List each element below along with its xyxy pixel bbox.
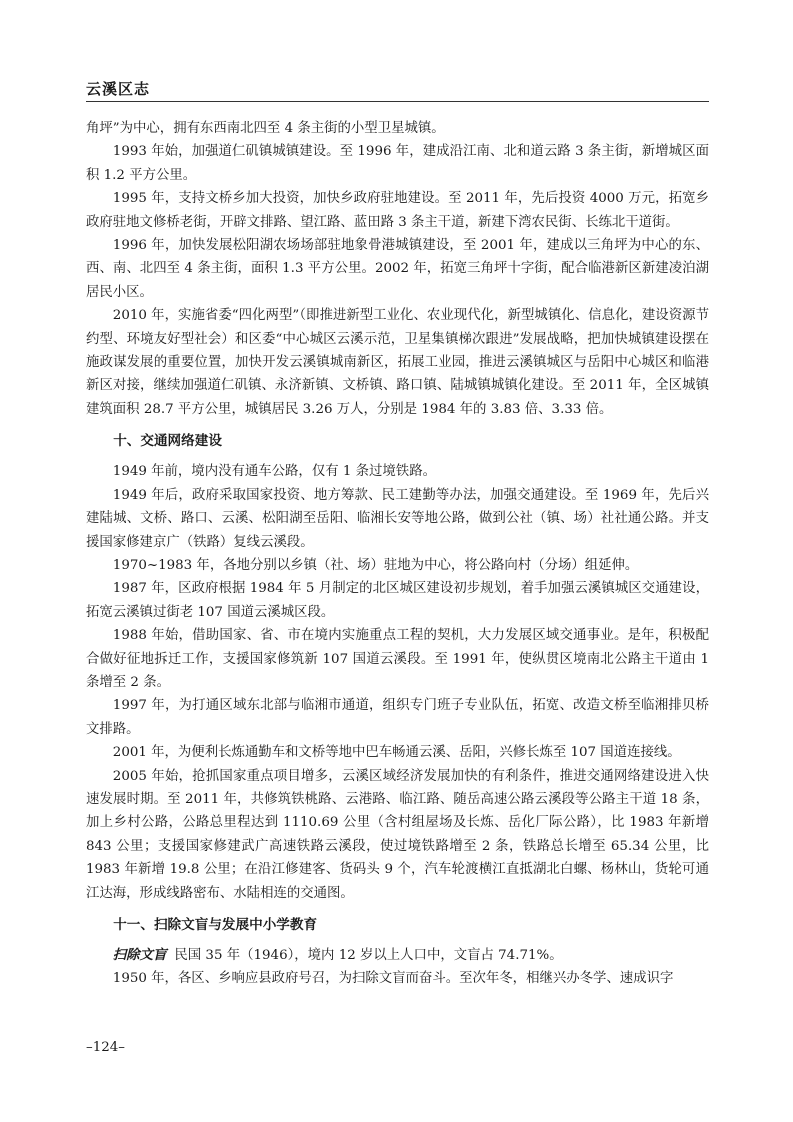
- page-number: –124–: [86, 1040, 125, 1055]
- body-paragraph: 1988 年始，借助国家、省、市在境内实施重点工程的契机，大力发展区域交通事业。是年，积极配合做好征地拆迁工作，支援国家修筑新 107 国道云溪段。至 1991 年，使纵贯区境南北公路主干道由 1 条增至 2 条。: [86, 628, 709, 690]
- running-header-title: 云溪区志: [86, 80, 151, 98]
- run-in-text: 民国 35 年（1946），境内 12 岁以上人口中，文盲占 74.71%。: [174, 948, 563, 963]
- body-paragraph: 1996 年，加快发展松阳湖农场场部驻地象骨港城镇建设，至 2001 年，建成以三角坪为中心的东、西、南、北四至 4 条主街，面积 1.3 平方公里。2002 年，拓宽三角坪十字街，配合临港新区新建凌泊湖居民小区。: [86, 238, 709, 300]
- body-paragraph: 1949 年后，政府采取国家投资、地方筹款、民工建勤等办法，加强交通建设。至 1969 年，先后兴建陆城、文桥、路口、云溪、松阳湖至岳阳、临湘长安等地公路，做到公社（镇、场）社社通公路。并支援国家修建京广（铁路）复线云溪段。: [86, 487, 709, 550]
- body-paragraph: 1970~1983 年，各地分别以乡镇（社、场）驻地为中心，将公路向村（分场）组延伸。: [112, 557, 639, 573]
- body-paragraph: 1949 年前，境内没有通车公路，仅有 1 条过境铁路。: [112, 464, 436, 480]
- body-paragraph: 1993 年始，加强道仁矶镇城镇建设。至 1996 年，建成沿江南、北和道云路 3 条主街，新增城区面积 1.2 平方公里。: [86, 144, 709, 183]
- body-paragraph: 角坪”为中心，拥有东西南北四至 4 条主街的小型卫星城镇。: [86, 121, 445, 136]
- body-paragraph: 2005 年始，抢抓国家重点项目增多，云溪区域经济发展加快的有利条件，推进交通网络建设进入快速发展时期。至 2011 年，共修筑铁桃路、云港路、临江路、随岳高速公路云溪段等公路主干道 18 条，加上乡村公路，公路总里程达到 1110.69 公里（含村组屋场及长炼、岳化厂际公路），比 1983 年新增 843 公里；支援国家修建武广高速铁路云溪段，使过境铁路增至 2 条，铁路总长增至 65.34 公里，比 1983 年新增 19.8 公里；在沿江修建客、货码头 9 个，汽车轮渡横江直抵湖北白螺、杨林山，货轮可通江达海，形成线路密布、水陆相连的交通图。: [86, 768, 709, 901]
- body-paragraph: 1997 年，为打通区域东北部与临湘市通道，组织专门班子专业队伍，拓宽、改造文桥至临湘排贝桥文排路。: [86, 698, 709, 737]
- body-paragraph: 2010 年，实施省委“四化两型”（即推进新型工业化、农业现代化，新型城镇化、信息化，建设资源节约型、环境友好型社会）和区委“中心城区云溪示范，卫星集镇梯次跟进”发展战略，把加快城镇建设摆在施政谋发展的重要位置，加快开发云溪镇城南新区，拓展工业园，推进云溪镇城区与岳阳中心城区和临港新区对接，继续加强道仁矶镇、永济新镇、文桥镇、路口镇、陆城镇城镇化建设。至 2011 年，全区城镇建筑面积 28.7 平方公里，城镇居民 3.26 万人，分别是 1984 年的 3.83 倍、3.33 倍。: [86, 308, 709, 417]
- header-divider: [86, 101, 709, 102]
- run-in-heading: 扫除文盲: [112, 947, 167, 963]
- body-paragraph: 2001 年，为便利长炼通勤车和文桥等地中巴车畅通云溪、岳阳，兴修长炼至 107 国道连接线。: [112, 745, 681, 761]
- section-heading-education: 十一、扫除文盲与发展中小学教育: [113, 917, 318, 933]
- body-paragraph: 1995 年，支持文桥乡加大投资，加快乡政府驻地建设。至 2011 年，先后投资 4000 万元，拓宽乡政府驻地文修桥老街，开辟文排路、望江路、蓝田路 3 条主干道，新建下湾农民街、长练北干道街。: [86, 191, 709, 230]
- body-paragraph: 1950 年，各区、乡响应县政府号召，为扫除文盲而奋斗。至次年冬，相继兴办冬学、速成识字: [112, 971, 674, 987]
- body-paragraph-with-run-in-head: [86, 944, 709, 967]
- section-heading-transport: 十、交通网络建设: [113, 433, 222, 450]
- body-paragraph: 1987 年，区政府根据 1984 年 5 月制定的北区城区建设初步规划，着手加强云溪镇城区交通建设，拓宽云溪镇过街老 107 国道云溪城区段。: [86, 581, 709, 620]
- page-body: [86, 117, 709, 991]
